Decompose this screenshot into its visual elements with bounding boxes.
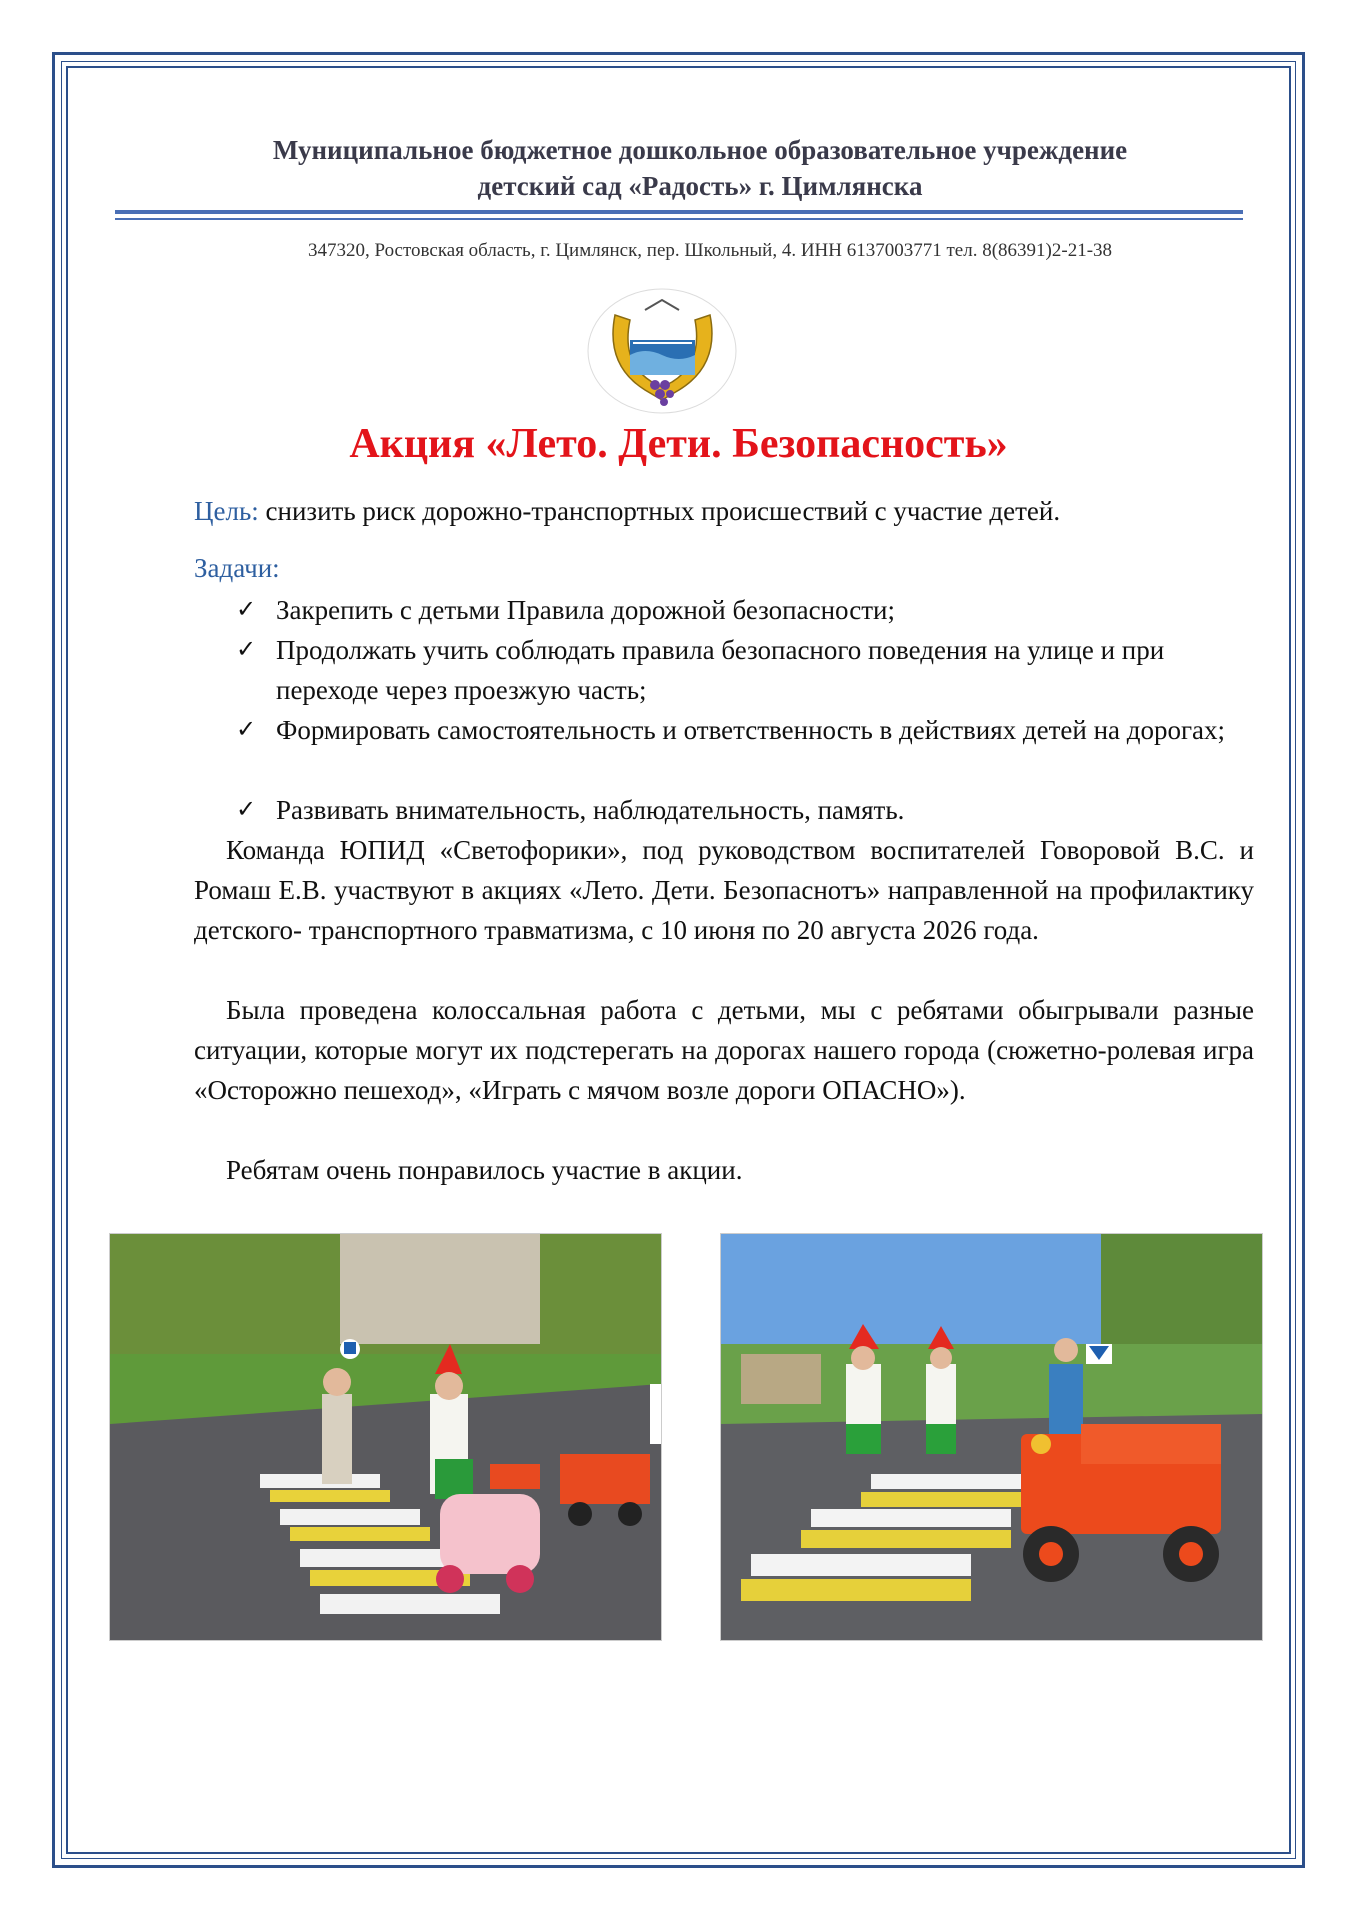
header-rule-thin — [115, 218, 1243, 220]
checkmark-icon: ✓ — [236, 797, 257, 823]
paragraph-work: Была проведена колоссальная работа с детьми, мы с ребятами обыгрывали разные ситуации, которые могут их подстерегать на дорогах нашего города (сюжетно-ролевая игра «Осторожно пешеход», «Играть с мячом возле дороги ОПАСНО»). — [194, 995, 1254, 1105]
goal-statement — [194, 496, 1060, 527]
photo-children-crosswalk-2 — [720, 1233, 1263, 1641]
checkmark-icon: ✓ — [236, 637, 257, 663]
org-name-line2: детский сад «Радость» г. Цимлянска — [477, 171, 923, 201]
kindergarten-logo — [585, 285, 740, 415]
org-address: 347320, Ростовская область, г. Цимлянск, пер. Школьный, 4. ИНН 6137003771 тел. 8(86391)2-21-38 — [307, 240, 1113, 261]
checkmark-icon: ✓ — [236, 597, 257, 623]
goal-text: снизить риск дорожно-транспортных происшествий с участие детей. — [258, 496, 1061, 526]
goal-label: Цель: — [194, 496, 259, 526]
checkmark-icon: ✓ — [236, 717, 257, 743]
header-rule-thick — [115, 210, 1243, 214]
paragraph-conclusion: Ребятам очень понравилось участие в акции. — [226, 1155, 743, 1185]
org-name-line1: Муниципальное бюджетное дошкольное образовательное учреждение — [272, 135, 1128, 165]
photo-children-crosswalk-1 — [109, 1233, 662, 1641]
tasks-label: Задачи: — [194, 553, 280, 583]
page-title: Акция «Лето. Дети. Безопасность» — [349, 421, 1008, 467]
paragraph-team: Команда ЮПИД «Светофорики», под руководством воспитателей Говоровой В.С. и Ромаш Е.В. участвуют в акциях «Лето. Дети. Безопаснотъ» направленной на профилактику детского- транспортного травматизма, с 10 июня по 20 августа 2026 года. — [194, 835, 1254, 945]
